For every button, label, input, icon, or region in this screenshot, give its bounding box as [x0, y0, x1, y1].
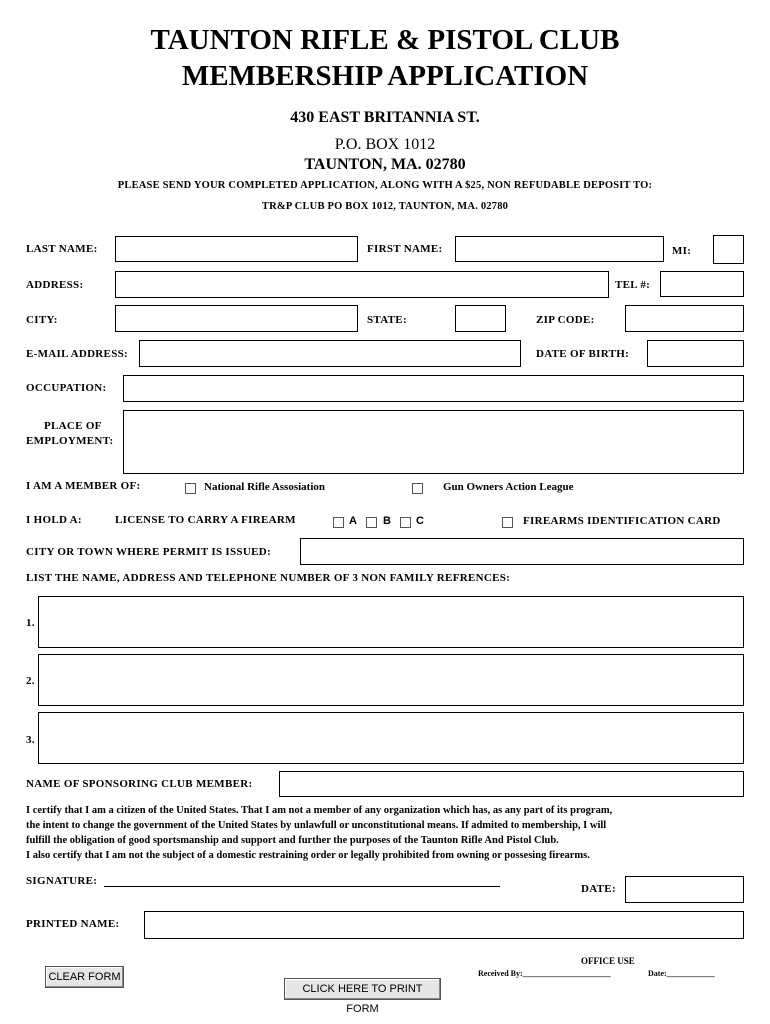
zip-label: ZIP CODE: — [536, 314, 595, 326]
reference-2-field[interactable] — [38, 654, 744, 706]
last-name-label: LAST NAME: — [26, 243, 98, 255]
nra-label: National Rifle Assosiation — [204, 481, 326, 493]
city-label: CITY: — [26, 314, 58, 326]
signature-line[interactable] — [104, 886, 500, 887]
date-field[interactable] — [625, 876, 744, 903]
certification-line-4: I also certify that I am not the subject of a domestic restraining order or legally prohibited from owning or possesing firearms. — [26, 850, 590, 861]
dob-field[interactable] — [647, 340, 744, 367]
email-label: E-MAIL ADDRESS: — [26, 348, 128, 360]
certification-line-1: I certify that I am a citizen of the United States. That I am not a member of any organization which has, as any part of its program, — [26, 805, 613, 816]
references-label: LIST THE NAME, ADDRESS AND TELEPHONE NUMBER OF 3 NON FAMILY REFRENCES: — [26, 572, 511, 584]
clear-form-button[interactable]: CLEAR FORM — [45, 966, 124, 988]
employment-label-line1: PLACE OF — [44, 420, 102, 432]
form-title-line2: MEMBERSHIP APPLICATION — [181, 60, 589, 92]
state-label: STATE: — [367, 314, 407, 326]
printed-name-field[interactable] — [144, 911, 744, 939]
ltc-b-label: B — [383, 515, 391, 527]
mi-label: MI: — [672, 245, 692, 257]
ltc-c-label: C — [416, 515, 424, 527]
ltc-a-label: A — [349, 515, 357, 527]
club-city-state-zip: TAUNTON, MA. 02780 — [304, 156, 466, 173]
ltc-c-checkbox[interactable] — [400, 517, 411, 528]
tel-field[interactable] — [660, 271, 744, 297]
tel-label: TEL #: — [615, 279, 651, 291]
reference-number-2: 2. — [26, 675, 35, 687]
printed-name-label: PRINTED NAME: — [26, 918, 120, 930]
i-hold-label: I HOLD A: — [26, 514, 82, 526]
print-form-button[interactable]: CLICK HERE TO PRINT FORM — [284, 978, 441, 1000]
date-label: DATE: — [581, 883, 616, 895]
certification-line-3: fulfill the obligation of good sportsmanship and support and further the purposes of the Taunton Rifle And Pistol Club. — [26, 835, 559, 846]
first-name-label: FIRST NAME: — [367, 243, 443, 255]
certification-text — [26, 803, 746, 863]
fid-checkbox[interactable] — [502, 517, 513, 528]
send-address: TR&P CLUB PO BOX 1012, TAUNTON, MA. 02780 — [261, 201, 509, 212]
sponsor-label: NAME OF SPONSORING CLUB MEMBER: — [26, 778, 253, 790]
dob-label: DATE OF BIRTH: — [536, 348, 630, 360]
last-name-field[interactable] — [115, 236, 358, 262]
office-use-title: OFFICE USE — [581, 956, 635, 966]
club-po-box: P.O. BOX 1012 — [334, 136, 436, 153]
permit-city-label: CITY OR TOWN WHERE PERMIT IS ISSUED: — [26, 546, 271, 558]
club-street-address: 430 EAST BRITANNIA ST. — [290, 109, 480, 126]
reference-3-field[interactable] — [38, 712, 744, 764]
certification-line-2: the intent to change the government of the United States by unlawfull or unconstitutional means. If admited to membership, I will — [26, 820, 607, 831]
ltc-a-checkbox[interactable] — [333, 517, 344, 528]
send-instructions: PLEASE SEND YOUR COMPLETED APPLICATION, ALONG WITH A $25, NON REFUDABLE DEPOSIT TO: — [117, 180, 653, 191]
form-title-line1: TAUNTON RIFLE & PISTOL CLUB — [150, 24, 620, 56]
office-received-by: Received By:______________________ — [478, 969, 611, 978]
goal-checkbox[interactable] — [412, 483, 423, 494]
occupation-label: OCCUPATION: — [26, 382, 107, 394]
nra-checkbox[interactable] — [185, 483, 196, 494]
first-name-field[interactable] — [455, 236, 664, 262]
address-label: ADDRESS: — [26, 279, 84, 291]
ltc-label: LICENSE TO CARRY A FIREARM — [115, 514, 296, 526]
office-date: Date:____________ — [648, 969, 715, 978]
zip-field[interactable] — [625, 305, 744, 332]
goal-label: Gun Owners Action League — [443, 481, 574, 493]
city-field[interactable] — [115, 305, 358, 332]
employment-field[interactable] — [123, 410, 744, 474]
middle-initial-field[interactable] — [713, 235, 744, 264]
employment-label-line2: EMPLOYMENT: — [26, 435, 114, 447]
sponsor-field[interactable] — [279, 771, 744, 797]
ltc-b-checkbox[interactable] — [366, 517, 377, 528]
reference-number-3: 3. — [26, 734, 35, 746]
reference-1-field[interactable] — [38, 596, 744, 648]
reference-number-1: 1. — [26, 617, 35, 629]
permit-city-field[interactable] — [300, 538, 744, 565]
occupation-field[interactable] — [123, 375, 744, 402]
fid-label: FIREARMS IDENTIFICATION CARD — [523, 515, 721, 527]
member-of-label: I AM A MEMBER OF: — [26, 480, 141, 492]
signature-label: SIGNATURE: — [26, 875, 98, 887]
email-field[interactable] — [139, 340, 521, 367]
state-field[interactable] — [455, 305, 506, 332]
address-field[interactable] — [115, 271, 609, 298]
